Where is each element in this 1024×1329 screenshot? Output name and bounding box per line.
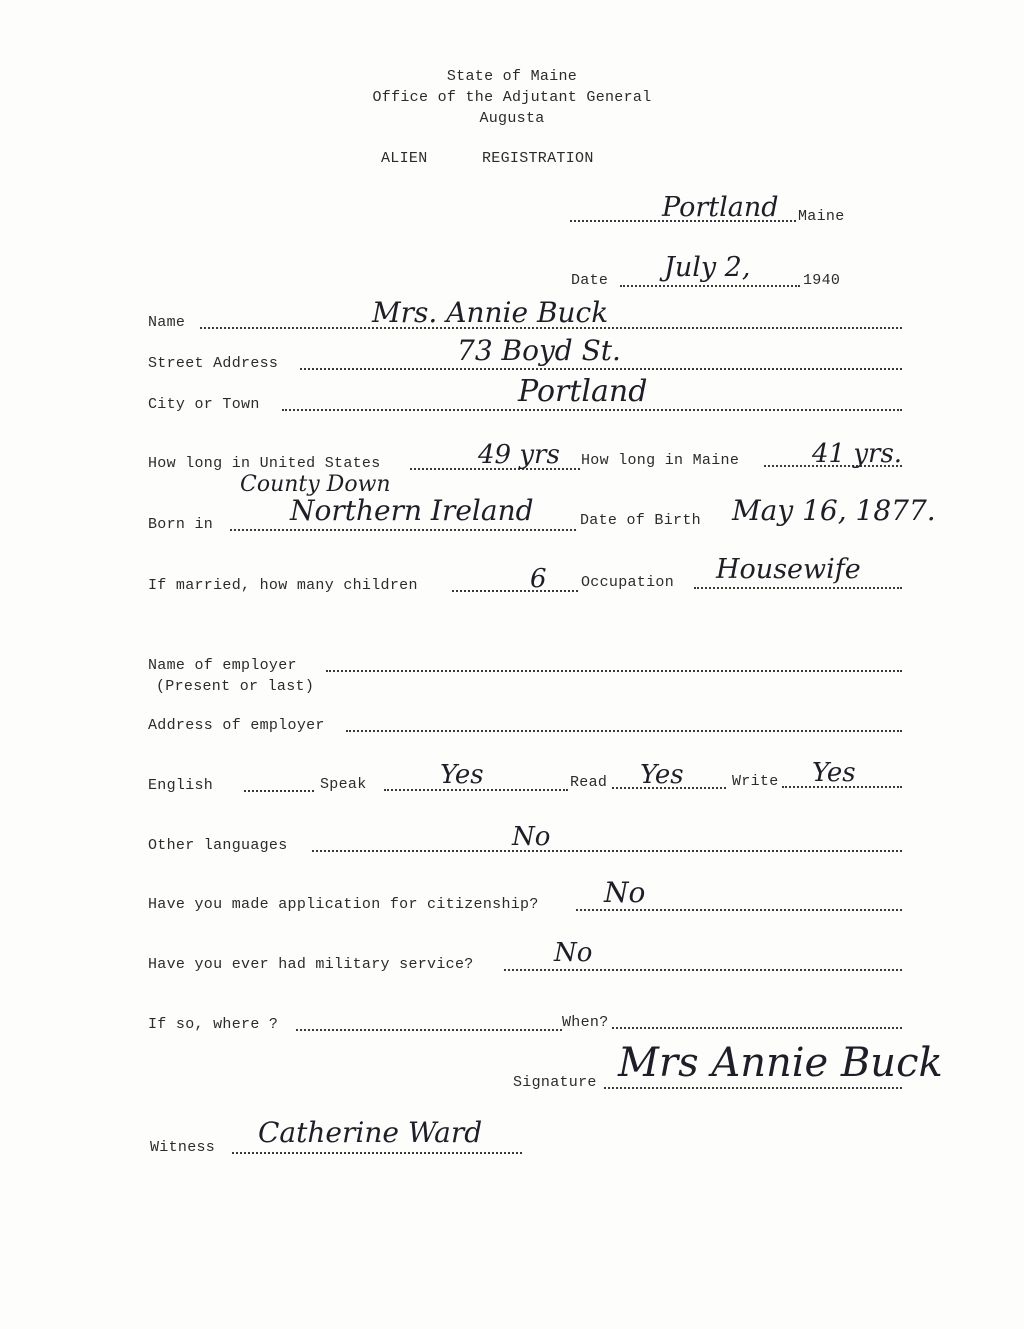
header-office: Office of the Adjutant General (372, 89, 652, 106)
where-label: If so, where ? (148, 1016, 279, 1033)
street-value: 73 Boyd St. (457, 334, 621, 367)
date-label: Date (571, 272, 609, 289)
place-value: Portland (662, 192, 779, 223)
citizenship-value: No (604, 876, 646, 909)
city-dots (282, 409, 902, 411)
when-label: When? (562, 1014, 609, 1031)
other-languages-value: No (512, 822, 551, 852)
signature-label: Signature (513, 1074, 597, 1091)
other-languages-dots (312, 850, 902, 852)
signature-value: Mrs Annie Buck (618, 1040, 943, 1086)
county-note: County Down (240, 472, 391, 497)
employer-address-label: Address of employer (148, 717, 325, 734)
street-label: Street Address (148, 355, 279, 372)
read-value: Yes (640, 760, 684, 790)
date-year: 1940 (803, 272, 841, 289)
header-city: Augusta (479, 110, 545, 127)
witness-dots (232, 1152, 522, 1154)
english-label: English (148, 777, 214, 794)
other-languages-label: Other languages (148, 837, 288, 854)
signature-dots (604, 1087, 902, 1089)
employer-sub: (Present or last) (156, 678, 315, 695)
city-label: City or Town (148, 396, 260, 413)
dob-value: May 16, 1877. (732, 494, 936, 527)
when-dots (612, 1027, 902, 1029)
speak-value: Yes (440, 760, 484, 790)
occupation-dots (694, 587, 902, 589)
dob-label: Date of Birth (580, 512, 701, 529)
name-label: Name (148, 314, 186, 331)
military-value: No (554, 938, 593, 968)
place-suffix: Maine (798, 208, 845, 225)
occupation-label: Occupation (581, 574, 675, 591)
children-dots (452, 590, 578, 592)
children-label: If married, how many children (148, 577, 418, 594)
maine-value: 41 yrs. (812, 439, 903, 469)
occupation-value: Housewife (716, 554, 861, 585)
employer-address-dots (346, 730, 902, 732)
born-value: Northern Ireland (290, 494, 534, 527)
born-dots (230, 529, 576, 531)
where-dots (296, 1029, 562, 1031)
date-dots (620, 285, 800, 287)
employer-dots (326, 670, 902, 672)
street-dots (300, 368, 902, 370)
name-value: Mrs. Annie Buck (372, 296, 609, 329)
employer-label: Name of employer (148, 657, 297, 674)
city-value: Portland (518, 374, 648, 409)
read-label: Read (570, 774, 608, 791)
header-state: State of Maine (446, 68, 578, 85)
write-label: Write (732, 773, 779, 790)
us-label: How long in United States (148, 455, 381, 472)
maine-label: How long in Maine (581, 452, 740, 469)
born-label: Born in (148, 516, 214, 533)
military-label: Have you ever had military service? (148, 956, 474, 973)
write-value: Yes (812, 758, 856, 788)
witness-label: Witness (150, 1139, 216, 1156)
title-registration: REGISTRATION (482, 150, 594, 167)
title-alien: ALIEN (381, 150, 428, 167)
citizenship-label: Have you made application for citizenship? (148, 896, 539, 913)
witness-value: Catherine Ward (258, 1116, 483, 1149)
english-dots (244, 790, 314, 792)
date-value: July 2, (664, 252, 751, 283)
children-value: 6 (530, 564, 547, 594)
us-value: 49 yrs (478, 440, 560, 470)
citizenship-dots (576, 909, 902, 911)
military-dots (504, 969, 902, 971)
speak-label: Speak (320, 776, 367, 793)
